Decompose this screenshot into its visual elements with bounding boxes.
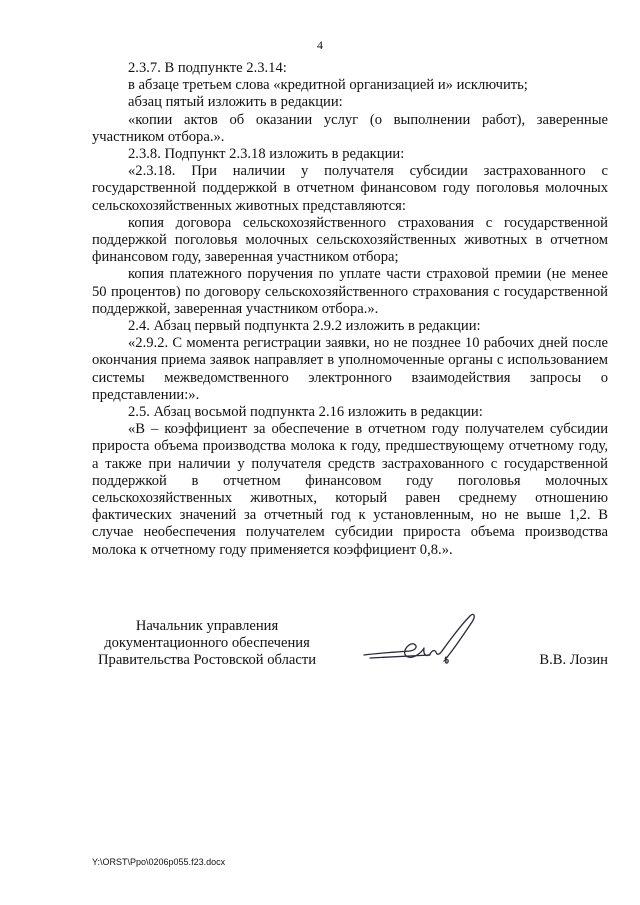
signatory-title-line: Начальник управления xyxy=(135,618,279,634)
document-body xyxy=(92,60,608,559)
paragraph-2-3-8: 2.3.8. Подпункт 2.3.18 изложить в редакции: xyxy=(128,146,405,163)
paragraph-abzac-pyatyi: абзац пятый изложить в редакции: xyxy=(128,94,343,111)
footer-file-path: Y:\ORST\Ppo\0206p055.f23.docx xyxy=(92,857,226,867)
paragraph-koefficient-v: «В – коэффициент за обеспечение в отчетном году получателем субсидии прироста объема производства молока к году, предшествующему отчетному году, а также при наличии у получателя средств застрахованного с государственной поддержкой в отчетном финансовом году поголовья молочных сельскохозяйственных животных, который равен среднему отношению фактических значений за отчетный год к установленным, но не выше 1,2. В случае необеспечения получателем субсидии прироста объема производства молока к отчетному году применяется коэффициент 0,8.». xyxy=(92,421,608,558)
paragraph-kopii-aktov: «копии актов об оказании услуг (о выполнении работ), заверенные участником отбора.». xyxy=(92,111,608,145)
signatory-title-line: документационного обеспечения xyxy=(104,635,310,651)
paragraph-abzac-tretiy: в абзаце третьем слова «кредитной организацией и» исключить; xyxy=(128,77,528,94)
paragraph-2-9-2: «2.9.2. С момента регистрации заявки, но не позднее 10 рабочих дней после окончания приема заявок направляет в уполномоченные органы с использованием системы межведомственного электронного взаимодействия запросы о представлении:». xyxy=(92,335,608,403)
paragraph-2-3-18: «2.3.18. При наличии у получателя субсидии застрахованного с государственной поддержкой в отчетном финансовом году поголовья молочных сельскохозяйственных животных представляются: xyxy=(92,163,608,214)
signatory-title xyxy=(92,618,322,669)
paragraph-2-5: 2.5. Абзац восьмой подпункта 2.16 изложить в редакции: xyxy=(128,404,483,421)
signature-block xyxy=(92,618,608,678)
paragraph-kopiya-dogovora: копия договора сельскохозяйственного страхования с государственной поддержкой поголовья молочных сельскохозяйственных животных в отчетном финансовом году, заверенная участником отбора; xyxy=(92,214,608,266)
page-number: 4 xyxy=(317,38,323,52)
signatory-title-line: Правительства Ростовской области xyxy=(97,652,317,668)
paragraph-2-3-7: 2.3.7. В подпункте 2.3.14: xyxy=(128,60,287,76)
handwritten-signature xyxy=(360,608,480,672)
paragraph-2-4: 2.4. Абзац первый подпункта 2.9.2 изложить в редакции: xyxy=(128,318,481,335)
paragraph-kopiya-platezhnogo: копия платежного поручения по уплате части страховой премии (не менее 50 процентов) по договору сельскохозяйственного страхования с государственной поддержкой, заверенная участником отбора.». xyxy=(92,266,608,317)
signatory-name: В.В. Лозин xyxy=(539,652,608,668)
